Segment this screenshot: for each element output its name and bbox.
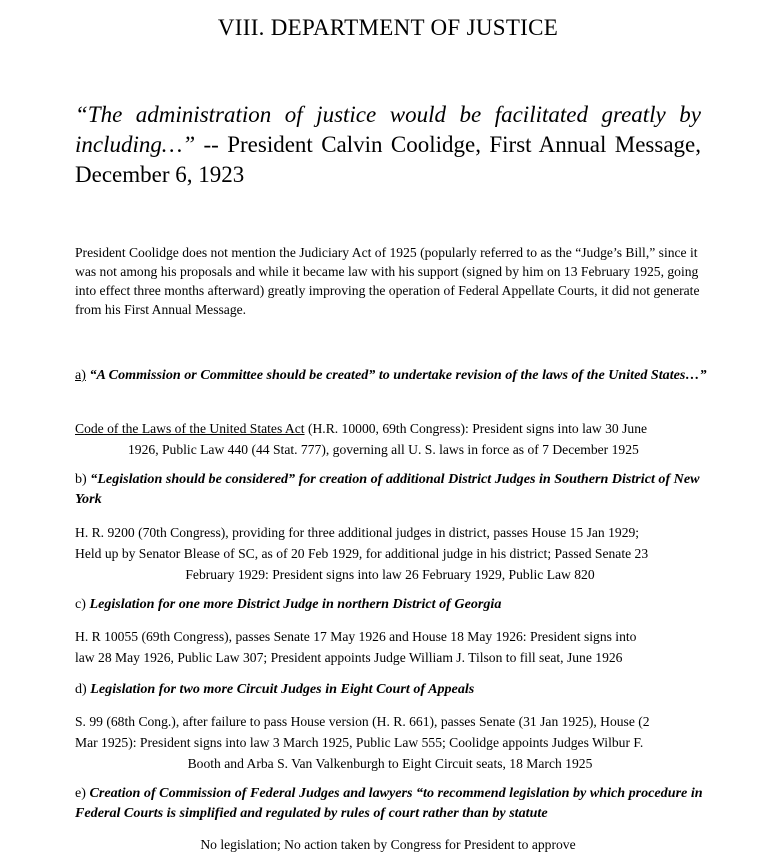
item-b-heading: [75, 469, 710, 509]
item-b-body-line2: Held up by Senator Blease of SC, as of 20 Feb 1929, for additional judge in his district; Passed Senate 23: [75, 546, 649, 561]
item-b-body-line1: H. R. 9200 (70th Congress), providing for three additional judges in district, passes House 15 Jan 1929;: [75, 525, 640, 540]
intro-paragraph: President Coolidge does not mention the Judiciary Act of 1925 (popularly referred to as the “Judge’s Bill,” since it was not among his proposals and while it became law with his support (signed by him on 13 February 1925, going into effect three months afterward) greatly improving the operation of Federal Appellate Courts, it did not generate from his First Annual Message.: [75, 245, 700, 317]
item-b-rest: for creation of additional District Judges in Southern District of New York: [75, 471, 700, 507]
item-a-quoted: “A Commission or Committee should be created”: [89, 367, 376, 383]
item-c-letter: c): [75, 596, 86, 612]
item-d-body-line1: S. 99 (68th Cong.), after failure to pass House version (H. R. 661), passes Senate (31 Jan 1925), House (2: [75, 714, 650, 729]
item-d-letter: d): [75, 681, 87, 697]
item-e-heading: [75, 783, 710, 823]
quote-text: “The administration of justice would be facilitated greatly by including…”: [75, 102, 701, 157]
item-d-heading-text: Legislation for two more Circuit Judges in Eight Court of Appeals: [90, 681, 475, 697]
item-a-heading: [75, 365, 710, 385]
item-c-body: [75, 626, 705, 668]
item-b-body-line3: February 1929: President signs into law 26 February 1929, Public Law 820: [185, 567, 595, 582]
item-c-heading: [75, 594, 710, 614]
item-a-letter: a): [75, 367, 86, 383]
item-b-body: [75, 522, 705, 585]
item-d-body-line3: Booth and Arba S. Van Valkenburgh to Eight Circuit seats, 18 March 1925: [187, 756, 593, 771]
item-b-letter: b): [75, 471, 87, 487]
item-c-heading-text: Legislation for one more District Judge in northern District of Georgia: [89, 596, 502, 612]
item-d-heading: [75, 679, 710, 699]
item-a-body: [75, 418, 705, 460]
item-e-body: No legislation; No action taken by Congress for President to approve: [200, 837, 576, 852]
page-title: VIII. DEPARTMENT OF JUSTICE: [217, 15, 559, 40]
item-d-body: [75, 711, 705, 774]
item-e-heading-text: Creation of Commission of Federal Judges and lawyers “to recommend legislation by which procedure in Federal Courts is simplified and regulated by rules of court rather than by statute: [75, 785, 703, 821]
opening-quote: [75, 100, 701, 190]
item-a-body-line1: (H.R. 10000, 69th Congress): President signs into law 30 June: [304, 421, 648, 436]
item-e-letter: e): [75, 785, 86, 801]
item-d-body-line2: Mar 1925): President signs into law 3 March 1925, Public Law 555; Coolidge appoints Judges Wilbur F.: [75, 735, 644, 750]
item-c-body-line2: law 28 May 1926, Public Law 307; President appoints Judge William J. Tilson to fill seat, June 1926: [75, 650, 623, 665]
quote-separator: --: [195, 132, 228, 157]
item-a-body-line2: 1926, Public Law 440 (44 Stat. 777), governing all U. S. laws in force as of 7 December 1925: [128, 442, 639, 457]
item-a-act-name: Code of the Laws of the United States Act: [75, 421, 305, 436]
quote-attribution: President Calvin Coolidge, First Annual Message, December 6, 1923: [75, 132, 701, 187]
item-a-rest: to undertake revision of the laws of the United States…”: [375, 367, 707, 383]
item-b-quoted: “Legislation should be considered”: [90, 471, 296, 487]
item-c-body-line1: H. R 10055 (69th Congress), passes Senate 17 May 1926 and House 18 May 1926: President signs into: [75, 629, 637, 644]
